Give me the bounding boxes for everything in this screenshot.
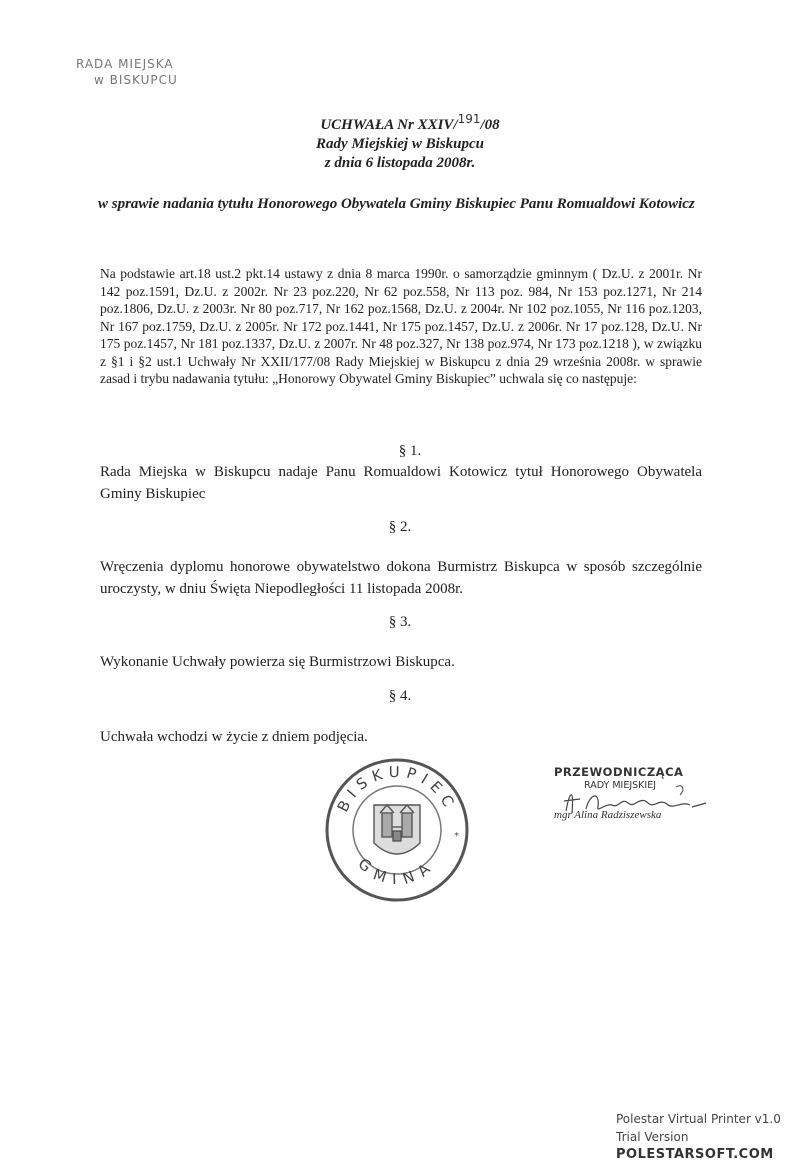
title-prefix: UCHWAŁA Nr XXIV/ <box>320 117 458 133</box>
seal-top-text: BISKUPIEC <box>333 762 461 815</box>
watermark-product: Polestar Virtual Printer v1.0 <box>616 1112 781 1126</box>
handwritten-number: 191 <box>457 112 481 126</box>
paragraph-1-mark: § 1. <box>398 443 422 459</box>
signature-subtitle: RADY MIEJSKIEJ <box>584 780 657 791</box>
watermark-version: Trial Version <box>616 1130 689 1144</box>
stamp-line-1: RADA MIEJSKA <box>76 57 174 71</box>
legal-basis-preamble: Na podstawie art.18 ust.2 pkt.14 ustawy z dnia 8 marca 1990r. o samorządzie gminnym ( Dz.U. z 2001r. Nr 142 poz.1591, Dz.U. z 2002r. Nr 23 poz.220, Nr 62 poz.558, Nr 113 poz. 984, Nr 153 poz.1271, Nr 214 poz.1806, Dz.U. z 2003r. Nr 80 poz.717, Nr 162 poz.1568, Dz.U. z 2004r. Nr 102 poz.1055, Nr 116 poz.1203, Nr 167 poz.1759, Dz.U. z 2005r. Nr 172 poz.1441, Nr 175 poz.1457, Dz.U. z 2006r. Nr 17 poz.128, Dz.U. Nr 175 poz.1457, Nr 181 poz.1337, Dz.U. z 2007r. Nr 48 poz.327, Nr 138 poz.974, Nr 173 poz.1218 ), w związku z §1 i §2 ust.1 Uchwały Nr XXII/177/08 Rady Miejskiej w Biskupcu z dnia 29 września 2008r. w sprawie zasad i trybu nadawania tytułu: „Honorowy Obywatel Gminy Biskupiec” uchwala się co następuje: <box>100 266 702 386</box>
paragraph-2-text: Wręczenia dyplomu honorowe obywatelstwo dokona Burmistrz Biskupca w sposób szczególnie uroczysty, w dniu Święta Niepodległości 11 listopada 2008r. <box>100 559 702 597</box>
coat-of-arms-icon <box>374 805 420 854</box>
chairperson-signature-block <box>548 765 718 825</box>
signature-name: mgr Alina Radziszewska <box>554 809 662 821</box>
paragraph-2-mark: § 2. <box>388 519 412 535</box>
signature-title: PRZEWODNICZĄCA <box>554 765 684 779</box>
paragraph-4-text: Uchwała wchodzi w życie z dniem podjęcia. <box>100 729 368 745</box>
paragraph-4-mark: § 4. <box>388 688 412 704</box>
resolution-subject: w sprawie nadania tytułu Honorowego Obywatela Gminy Biskupiec Panu Romualdowi Kotowicz <box>98 196 695 212</box>
council-header-stamp <box>76 56 178 88</box>
title-line-1 <box>0 112 800 135</box>
paragraph-1-text: Rada Miejska w Biskupcu nadaje Panu Romualdowi Kotowicz tytuł Honorowego Obywatela Gminy Biskupiec <box>100 464 702 502</box>
seal-star-icon: * <box>454 831 459 842</box>
paragraph-3-mark: § 3. <box>388 614 412 630</box>
resolution-title <box>0 112 800 173</box>
watermark-site: POLESTARSOFT.COM <box>616 1147 774 1162</box>
seal-bottom-text: GMINA <box>354 854 440 889</box>
paragraph-3-text: Wykonanie Uchwały powierza się Burmistrzowi Biskupca. <box>100 654 455 670</box>
title-line-3: z dnia 6 listopada 2008r. <box>324 155 476 171</box>
title-suffix: /08 <box>480 117 500 133</box>
stamp-line-2: w BISKUPCU <box>94 73 178 87</box>
municipal-seal <box>322 755 472 905</box>
printer-watermark <box>616 1110 781 1164</box>
title-line-2: Rady Miejskiej w Biskupcu <box>316 136 484 152</box>
